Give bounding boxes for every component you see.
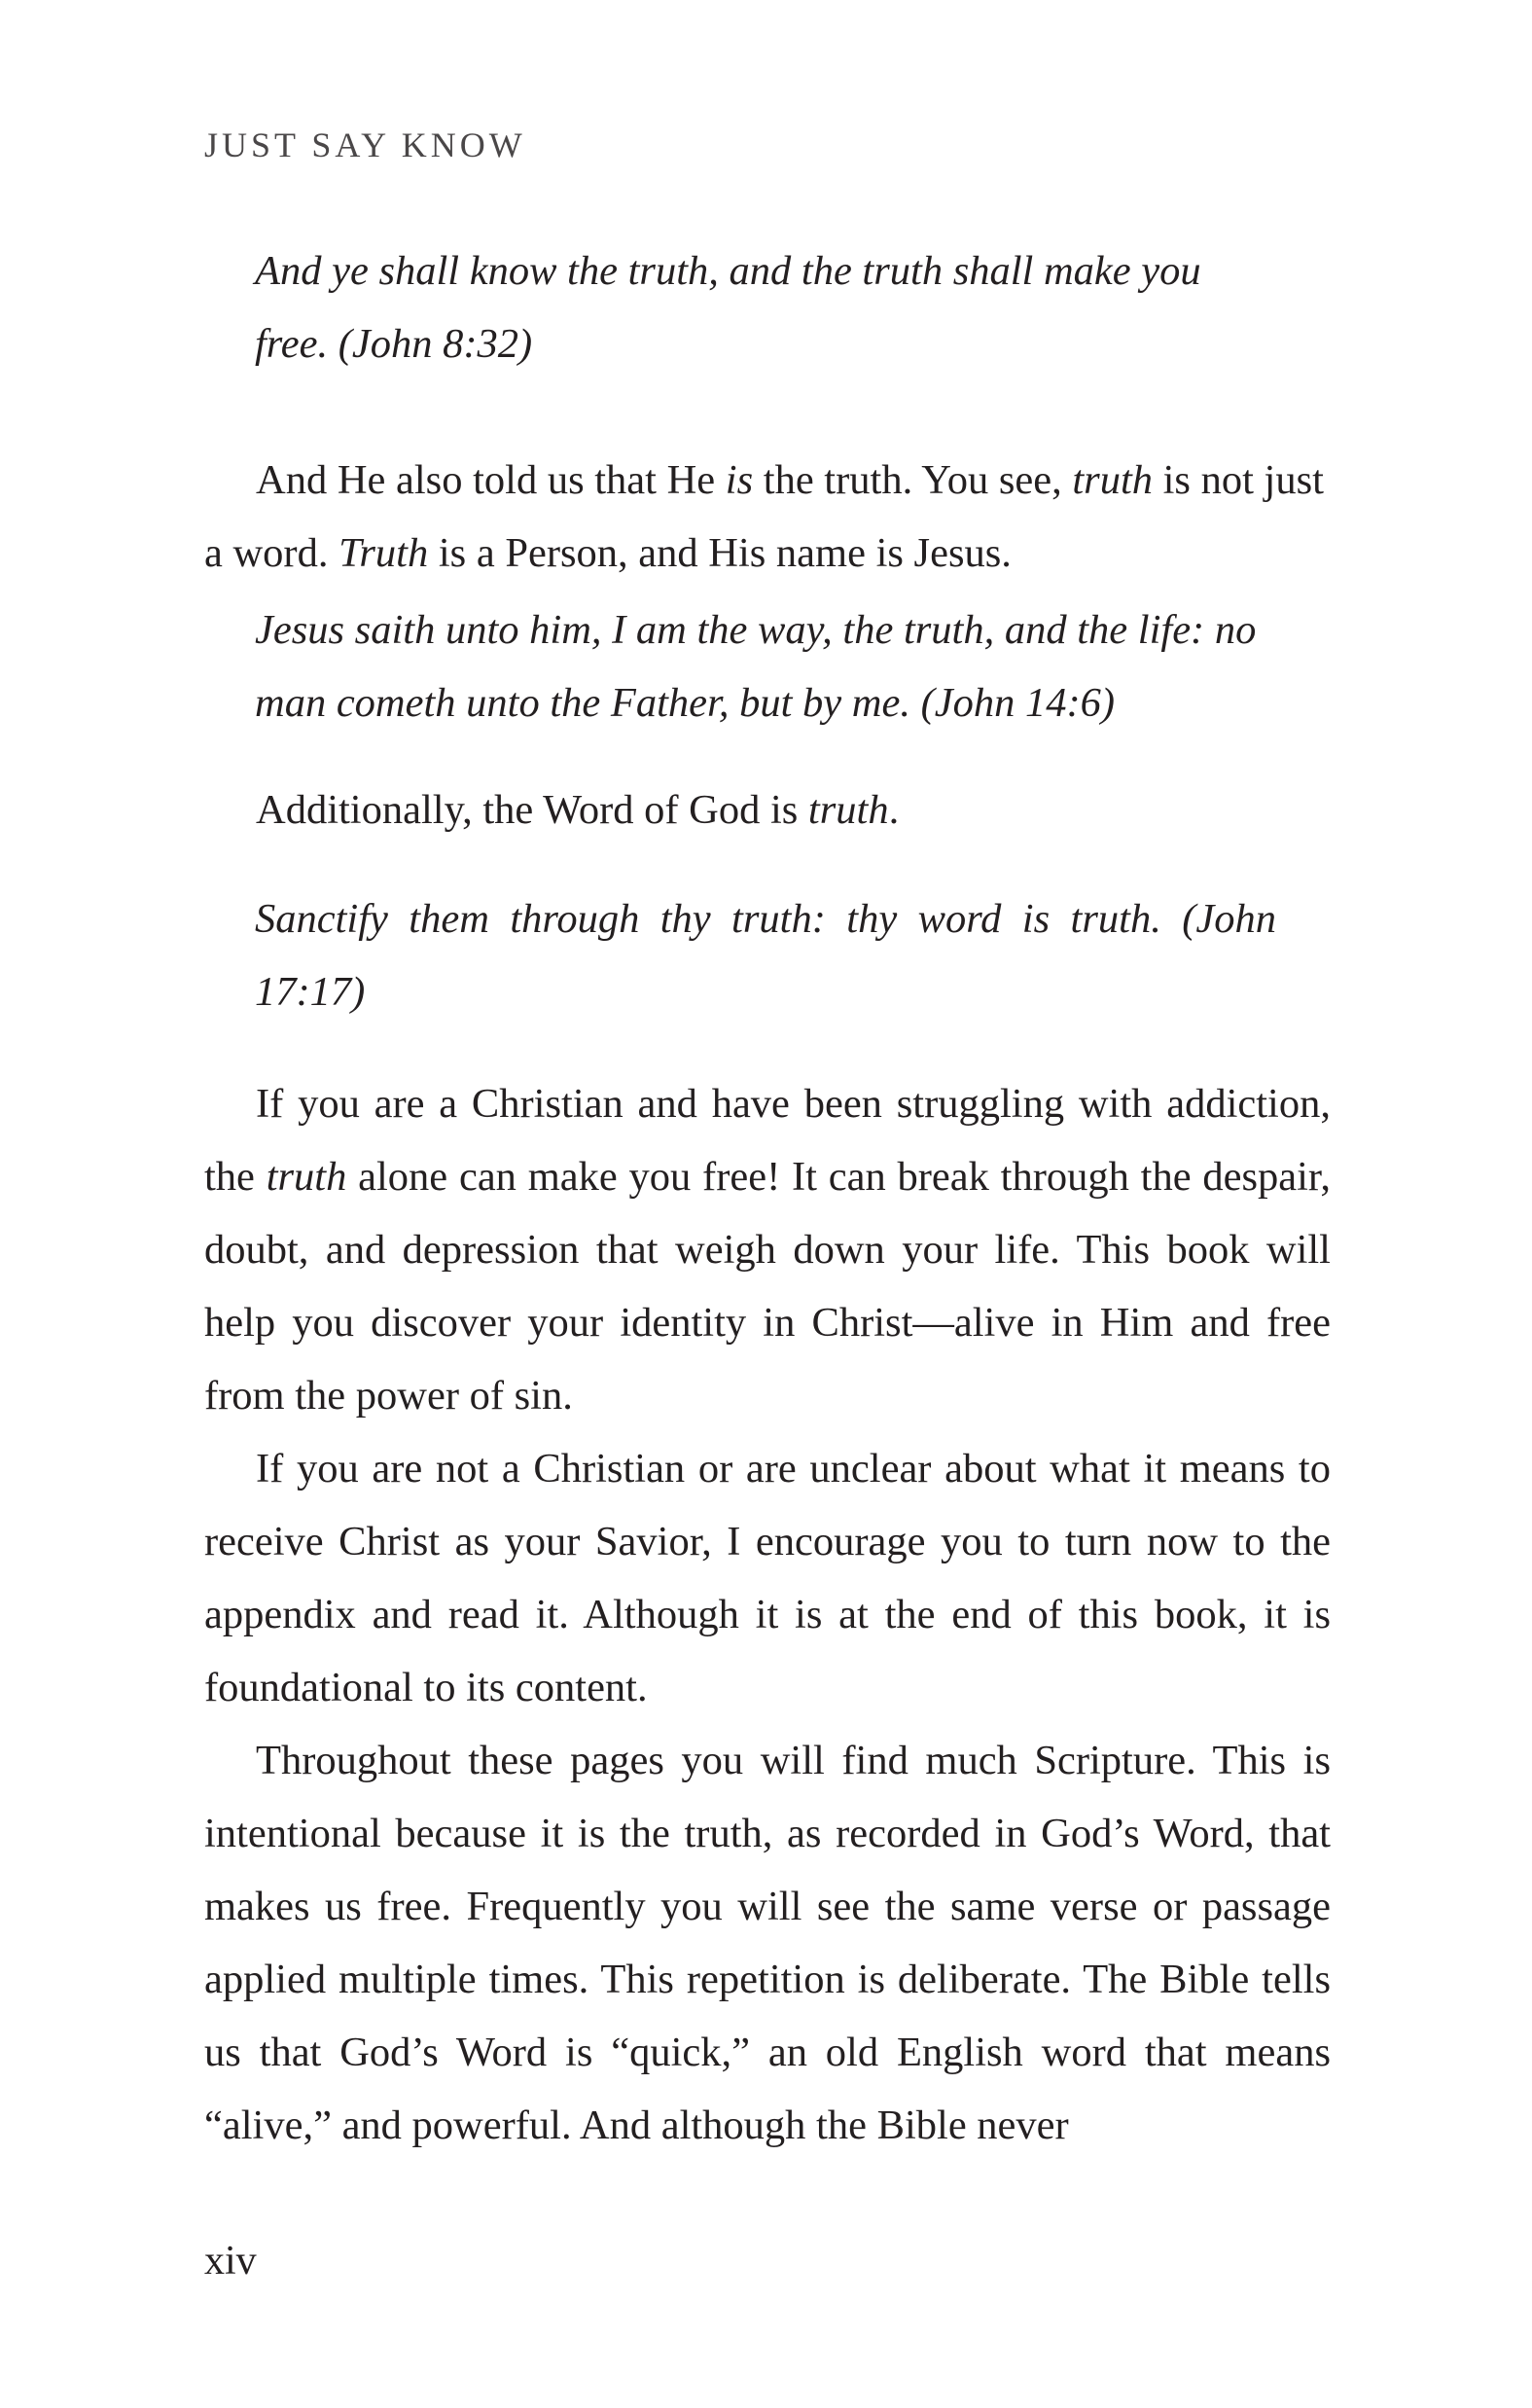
paragraph-scripture-repetition: Throughout these pages you will find much Scripture. This is intentional because it is the truth, as recorded in God’s Word, that makes us free. Frequently you will see the same verse or passage applied multiple times. This repetition is deliberate. The Bible tells us that God’s Word is “quick,” an old English word that means “alive,” and powerful. And although the Bible never bbox=[204, 1738, 1331, 2148]
text-run: Additionally, the Word of God is bbox=[256, 787, 808, 833]
emphasis: Truth bbox=[338, 530, 429, 576]
paragraph-truth-is-a-person bbox=[204, 444, 1331, 590]
scripture-quote-john-17-17: Sanctify them through thy truth: thy word is truth. (John 17:17) bbox=[255, 896, 1276, 1015]
emphasis: is bbox=[725, 457, 754, 503]
paragraph-not-a-christian: If you are not a Christian or are unclear about what it means to receive Christ as your Savior, I encourage you to turn now to the appendix and read it. Although it is at the end of this book, it is foundational to its content. bbox=[204, 1446, 1331, 1710]
scripture-quote-john-14-6: Jesus saith unto him, I am the way, the truth, and the life: no man cometh unto the Father, but by me. (John 14:6) bbox=[255, 607, 1257, 726]
emphasis: truth bbox=[266, 1154, 347, 1200]
emphasis: truth bbox=[807, 787, 889, 833]
scripture-quote-john-8-32: And ye shall know the truth, and the truth shall make you free. (John 8:32) bbox=[255, 248, 1201, 367]
text-run: the truth. You see, bbox=[753, 457, 1073, 503]
page-number: xiv bbox=[204, 2239, 257, 2283]
text-run: And He also told us that He bbox=[256, 457, 726, 503]
paragraph-word-of-god bbox=[204, 773, 1331, 846]
running-head: JUST SAY KNOW bbox=[204, 126, 526, 164]
text-run: is a Person, and His name is Jesus. bbox=[428, 530, 1012, 576]
text-run: is not just a word. bbox=[204, 457, 1324, 576]
paragraph-christian-addiction bbox=[204, 1067, 1331, 1432]
emphasis: truth bbox=[1072, 457, 1153, 503]
text-run: If you are a Christian and have been struggling with addiction, the bbox=[204, 1081, 1331, 1200]
text-run: alone can make you free! It can break through the despair, doubt, and depression that weigh down your life. This book will help you discover your identity in Christ—alive in Him and free from the power of sin. bbox=[204, 1154, 1331, 1419]
text-run: . bbox=[888, 787, 900, 833]
